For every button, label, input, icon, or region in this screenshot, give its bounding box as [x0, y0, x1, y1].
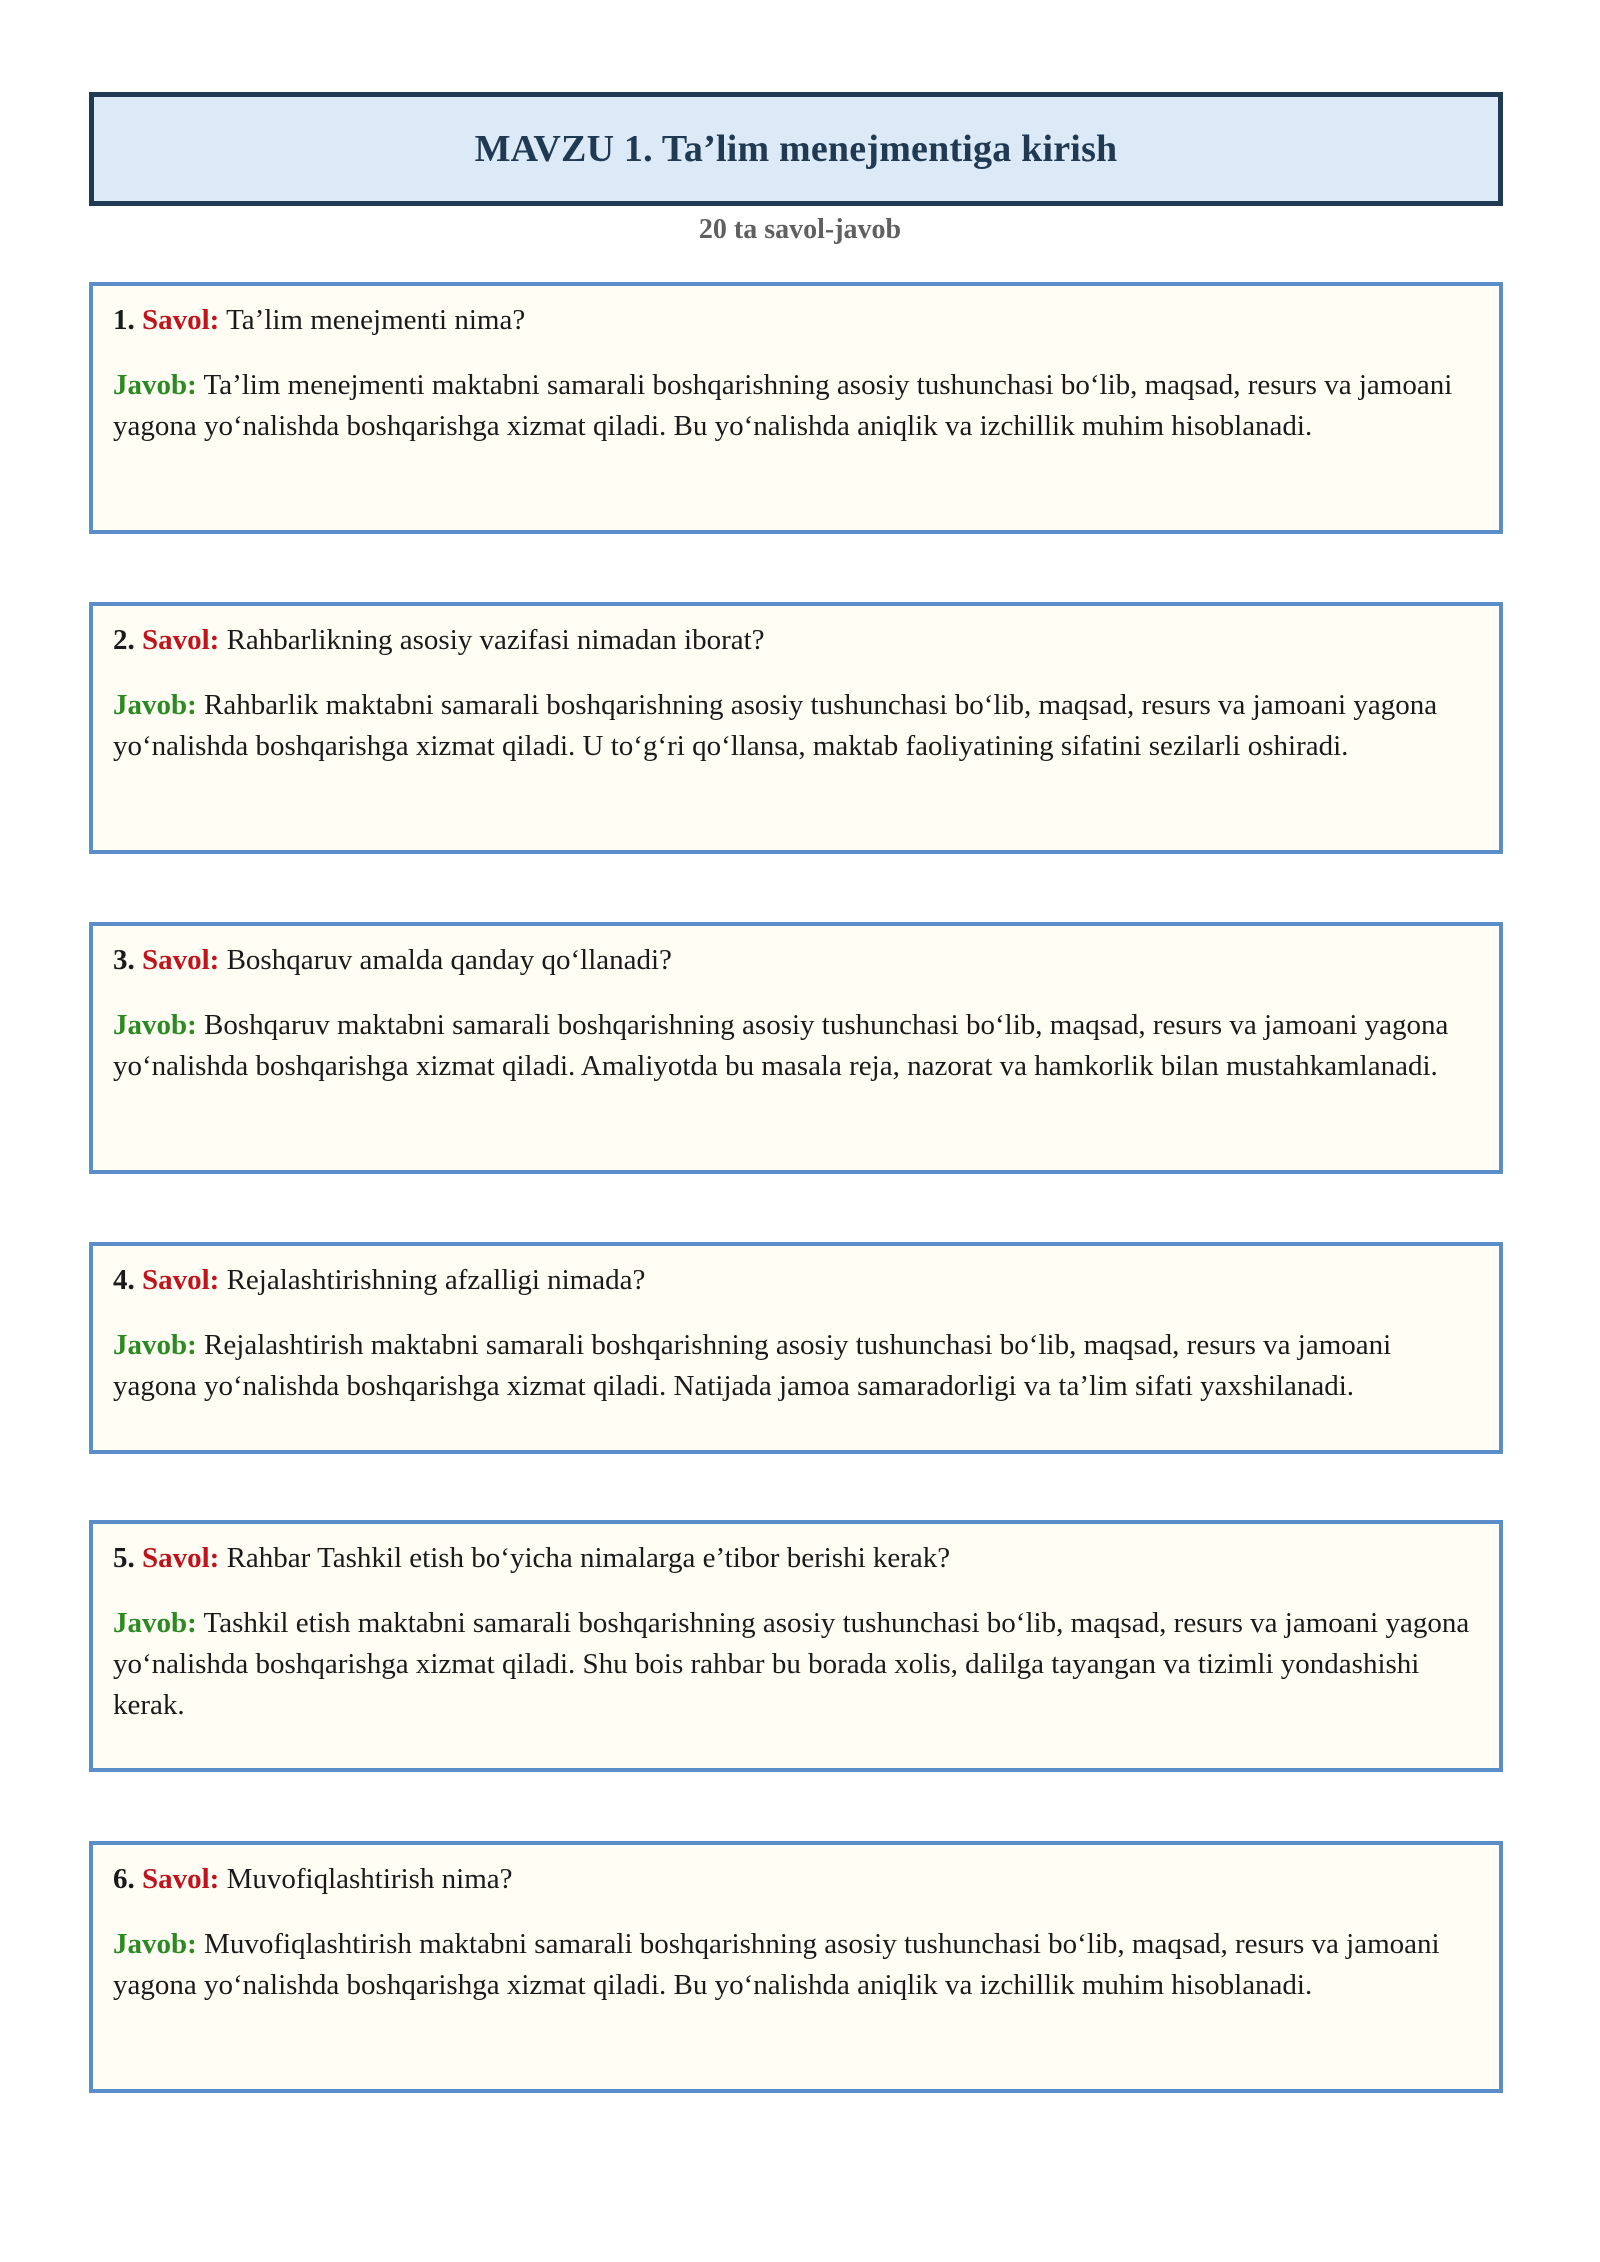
- question-line: [113, 1260, 1479, 1300]
- question-line: [113, 300, 1479, 340]
- answer-line: [113, 685, 1479, 767]
- qa-item-4: [89, 1242, 1503, 1454]
- answer-label: Javob:: [113, 1607, 197, 1639]
- answer-text: Ta’lim menejmenti maktabni samarali boshqarishning asosiy tushunchasi bo‘lib, maqsad, resurs va jamoani yagona yo‘nalishda boshqarishga xizmat qiladi. Bu yo‘nalishda aniqlik va izchillik muhim hisoblanadi.: [113, 369, 1453, 442]
- question-label: Savol:: [142, 304, 220, 336]
- question-label: Savol:: [142, 624, 220, 656]
- answer-label: Javob:: [113, 1329, 197, 1361]
- question-label: Savol:: [142, 1542, 220, 1574]
- answer-text: Rahbarlik maktabni samarali boshqarishning asosiy tushunchasi bo‘lib, maqsad, resurs va jamoani yagona yo‘nalishda boshqarishga xizmat qiladi. U to‘g‘ri qo‘llansa, maktab faoliyatining sifatini sezilarli oshiradi.: [113, 689, 1438, 762]
- answer-label: Javob:: [113, 1928, 197, 1960]
- question-text: Muvofiqlashtirish nima?: [226, 1863, 513, 1895]
- page-subtitle: 20 ta savol-javob: [698, 214, 902, 245]
- answer-line: [113, 1005, 1479, 1087]
- question-text: Rahbar Tashkil etish bo‘yicha nimalarga e’tibor berishi kerak?: [226, 1542, 951, 1574]
- question-number: 1.: [113, 304, 135, 336]
- answer-line: [113, 1325, 1479, 1407]
- answer-text: Tashkil etish maktabni samarali boshqarishning asosiy tushunchasi bo‘lib, maqsad, resurs va jamoani yagona yo‘nalishda boshqarishga xizmat qiladi. Shu bois rahbar bu borada xolis, dalilga tayangan va tizimli yondashishi kerak.: [113, 1607, 1470, 1721]
- answer-label: Javob:: [113, 689, 197, 721]
- question-label: Savol:: [142, 1264, 220, 1296]
- question-number: 2.: [113, 624, 135, 656]
- qa-item-1: [89, 282, 1503, 534]
- title-box: [89, 92, 1503, 206]
- question-label: Savol:: [142, 1863, 220, 1895]
- answer-line: [113, 1603, 1479, 1726]
- question-label: Savol:: [142, 944, 220, 976]
- answer-text: Muvofiqlashtirish maktabni samarali boshqarishning asosiy tushunchasi bo‘lib, maqsad, resurs va jamoani yagona yo‘nalishda boshqarishga xizmat qiladi. Bu yo‘nalishda aniqlik va izchillik muhim hisoblanadi.: [113, 1928, 1440, 2001]
- question-text: Rahbarlikning asosiy vazifasi nimadan iborat?: [226, 624, 765, 656]
- page-title: MAVZU 1. Ta’lim menejmentiga kirish: [474, 128, 1118, 170]
- question-number: 5.: [113, 1542, 135, 1574]
- question-line: [113, 620, 1479, 660]
- question-number: 6.: [113, 1863, 135, 1895]
- question-text: Ta’lim menejmenti nima?: [226, 304, 526, 336]
- answer-line: [113, 1924, 1479, 2006]
- qa-item-2: [89, 602, 1503, 854]
- question-number: 4.: [113, 1264, 135, 1296]
- question-line: [113, 1859, 1479, 1899]
- question-number: 3.: [113, 944, 135, 976]
- answer-label: Javob:: [113, 1009, 197, 1041]
- answer-label: Javob:: [113, 369, 197, 401]
- answer-text: Boshqaruv maktabni samarali boshqarishning asosiy tushunchasi bo‘lib, maqsad, resurs va jamoani yagona yo‘nalishda boshqarishga xizmat qiladi. Amaliyotda bu masala reja, nazorat va hamkorlik bilan mustahkamlanadi.: [113, 1009, 1449, 1082]
- question-text: Boshqaruv amalda qanday qo‘llanadi?: [226, 944, 672, 976]
- answer-line: [113, 365, 1479, 447]
- qa-item-3: [89, 922, 1503, 1174]
- question-line: [113, 940, 1479, 980]
- question-line: [113, 1538, 1479, 1578]
- qa-item-5: [89, 1520, 1503, 1772]
- answer-text: Rejalashtirish maktabni samarali boshqarishning asosiy tushunchasi bo‘lib, maqsad, resurs va jamoani yagona yo‘nalishda boshqarishga xizmat qiladi. Natijada jamoa samaradorligi va ta’lim sifati yaxshilanadi.: [113, 1329, 1392, 1402]
- question-text: Rejalashtirishning afzalligi nimada?: [226, 1264, 646, 1296]
- qa-item-6: [89, 1841, 1503, 2093]
